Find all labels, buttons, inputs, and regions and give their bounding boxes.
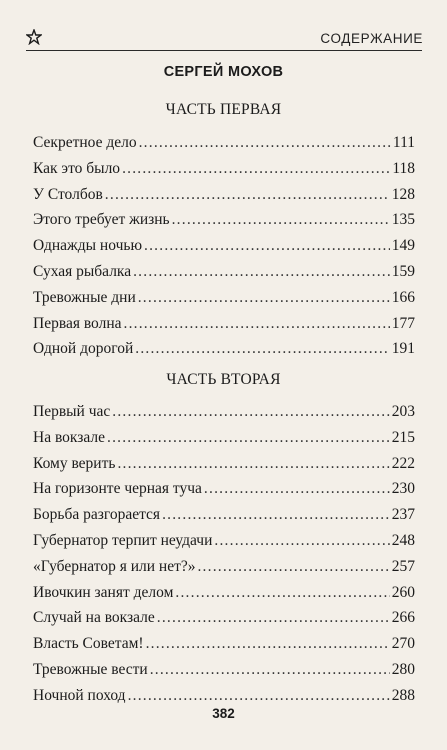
toc-entry-page: 128 bbox=[391, 185, 415, 203]
dot-leader bbox=[175, 580, 389, 606]
toc-entry-page: 230 bbox=[391, 480, 415, 498]
toc-entry bbox=[33, 631, 415, 657]
dot-leader bbox=[144, 233, 390, 259]
dot-leader bbox=[112, 399, 389, 425]
dot-leader bbox=[133, 259, 390, 285]
dot-leader bbox=[105, 182, 390, 208]
toc-entry-title: Ивочкин занят делом bbox=[33, 583, 174, 601]
toc-entry bbox=[33, 580, 415, 606]
toc-entry-page: 149 bbox=[391, 237, 415, 255]
toc-entry bbox=[33, 182, 415, 208]
dot-leader bbox=[162, 502, 390, 528]
toc-entry-page: 215 bbox=[391, 428, 415, 446]
toc-entry-page: 257 bbox=[391, 557, 415, 575]
dot-leader bbox=[138, 285, 390, 311]
page-number: 382 bbox=[212, 706, 235, 721]
toc-entry-page: 177 bbox=[391, 314, 415, 332]
toc-entry bbox=[33, 476, 415, 502]
toc-entry bbox=[33, 683, 415, 709]
toc-entry bbox=[33, 657, 415, 683]
page-header bbox=[0, 0, 447, 52]
toc-entry-page: 237 bbox=[391, 506, 415, 524]
toc-entry bbox=[33, 554, 415, 580]
toc-entry bbox=[33, 399, 415, 425]
toc-entry bbox=[33, 130, 415, 156]
toc-entry-page: 191 bbox=[391, 340, 415, 358]
toc-entry-page: 260 bbox=[391, 583, 415, 601]
toc-entry-title: Сухая рыбалка bbox=[33, 262, 132, 280]
dot-leader bbox=[214, 528, 389, 554]
toc-entry-page: 166 bbox=[391, 288, 415, 306]
toc-entry-title: Губернатор терпит неудачи bbox=[33, 531, 213, 549]
dot-leader bbox=[172, 207, 390, 233]
toc-entry-title: Борьба разгорается bbox=[33, 506, 161, 524]
toc-entry-title: Случай на вокзале bbox=[33, 609, 155, 627]
toc-entry-title: Секретное дело bbox=[33, 134, 137, 151]
star-icon bbox=[26, 29, 42, 45]
dot-leader bbox=[204, 476, 390, 502]
toc-entry-title: Власть Советам! bbox=[33, 635, 144, 653]
toc-entry-title: На горизонте черная туча bbox=[33, 480, 202, 498]
toc-entry-page: 203 bbox=[391, 403, 415, 420]
toc-entry-page: 118 bbox=[392, 159, 415, 177]
toc-entry-page: 222 bbox=[391, 454, 415, 472]
toc-entry-page: 270 bbox=[391, 635, 415, 653]
author-name: СЕРГЕЙ МОХОВ bbox=[163, 64, 284, 80]
toc-list-part-1 bbox=[33, 130, 415, 362]
toc-entry bbox=[33, 207, 415, 233]
toc-list-part-2 bbox=[33, 399, 415, 709]
dot-leader bbox=[122, 156, 390, 182]
dot-leader bbox=[135, 336, 390, 362]
dot-leader bbox=[157, 605, 390, 631]
header-rule bbox=[26, 50, 422, 51]
toc-entry-title: «Губернатор я или нет?» bbox=[33, 557, 196, 575]
toc-entry bbox=[33, 233, 415, 259]
toc-entry bbox=[33, 425, 415, 451]
toc-entry-page: 135 bbox=[391, 211, 415, 229]
dot-leader bbox=[146, 631, 390, 657]
toc-entry-title: Кому верить bbox=[33, 454, 116, 472]
toc-entry-page: 111 bbox=[392, 134, 415, 151]
toc-entry bbox=[33, 259, 415, 285]
toc-entry bbox=[33, 502, 415, 528]
toc-entry-title: Тревожные вести bbox=[33, 660, 148, 678]
toc-entry-page: 288 bbox=[391, 686, 415, 704]
dot-leader bbox=[107, 425, 390, 451]
toc-entry-page: 266 bbox=[391, 609, 415, 627]
running-head: СОДЕРЖАНИЕ bbox=[320, 31, 423, 46]
toc-entry-page: 248 bbox=[391, 531, 415, 549]
dot-leader bbox=[197, 554, 389, 580]
toc-entry bbox=[33, 336, 415, 362]
part-title-2: ЧАСТЬ ВТОРАЯ bbox=[166, 371, 281, 388]
toc-entry-title: Однажды ночью bbox=[33, 237, 143, 255]
dot-leader bbox=[139, 130, 391, 156]
toc-entry-title: На вокзале bbox=[33, 428, 105, 446]
dot-leader bbox=[150, 657, 390, 683]
toc-entry-title: Как это было bbox=[33, 159, 121, 177]
toc-entry bbox=[33, 311, 415, 337]
toc-entry-page: 280 bbox=[391, 660, 415, 678]
toc-entry-title: Первый час bbox=[33, 403, 111, 420]
toc-entry bbox=[33, 605, 415, 631]
toc-entry bbox=[33, 528, 415, 554]
toc-entry-title: Тревожные дни bbox=[33, 288, 136, 306]
toc-entry-page: 159 bbox=[391, 262, 415, 280]
toc-entry bbox=[33, 285, 415, 311]
toc-entry bbox=[33, 156, 415, 182]
toc-entry-title: Первая волна bbox=[33, 314, 122, 332]
dot-leader bbox=[117, 451, 389, 477]
toc-entry-title: Этого требует жизнь bbox=[33, 211, 170, 229]
toc-entry bbox=[33, 451, 415, 477]
dot-leader bbox=[124, 311, 390, 337]
toc-entry-title: У Столбов bbox=[33, 185, 103, 203]
toc-entry-title: Ночной поход bbox=[33, 686, 126, 704]
toc-entry-title: Одной дорогой bbox=[33, 340, 134, 358]
part-title-1: ЧАСТЬ ПЕРВАЯ bbox=[165, 101, 282, 118]
dot-leader bbox=[128, 683, 390, 709]
